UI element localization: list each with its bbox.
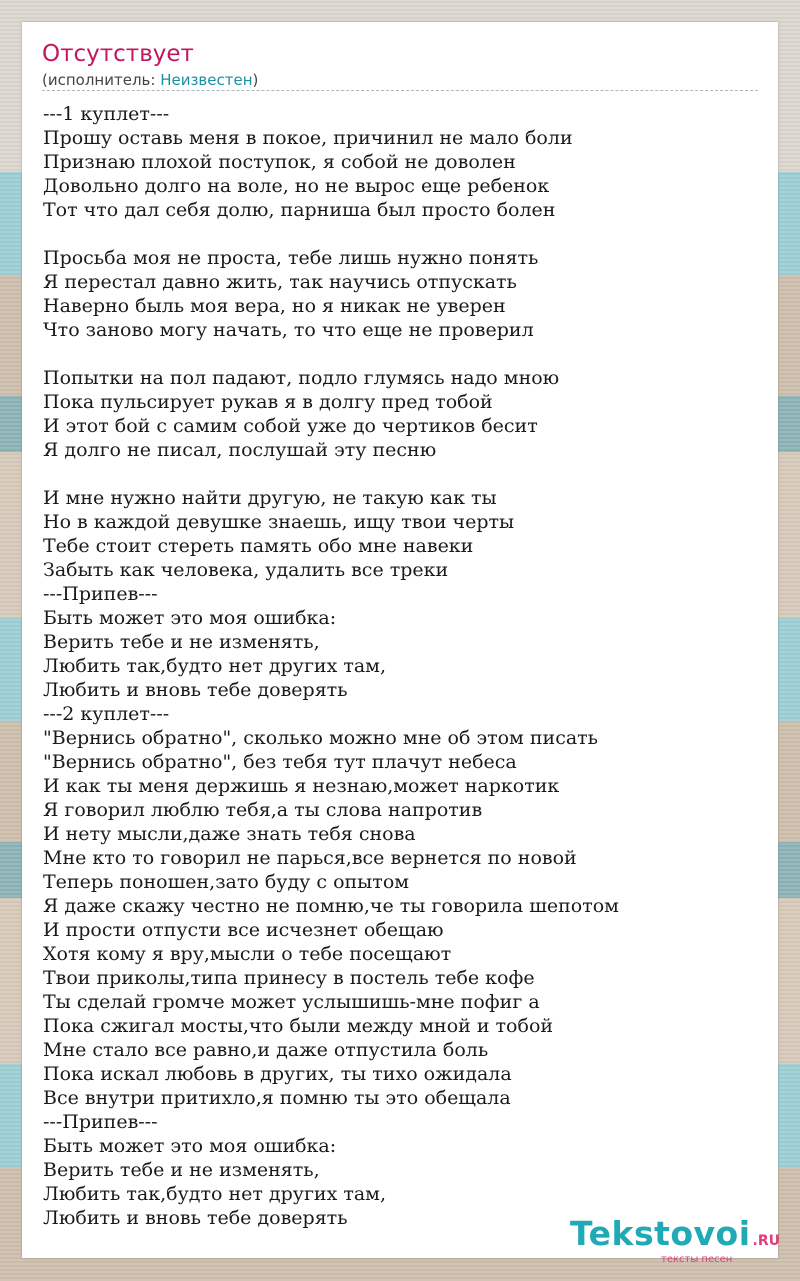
site-logo[interactable] — [570, 1214, 781, 1265]
stanza-gap — [43, 342, 619, 366]
lyric-line: Наверно быль моя вера, но я никак не уверен — [43, 295, 506, 317]
artist-prefix: (исполнитель: — [42, 71, 161, 89]
lyric-line: Пока искал любовь в других, ты тихо ожидала — [43, 1063, 512, 1085]
lyric-line: ---Припев--- — [43, 1111, 158, 1133]
lyrics-text — [43, 102, 619, 1230]
lyric-line: Прошу оставь меня в покое, причинил не мало боли — [43, 127, 573, 149]
lyric-line: Но в каждой девушке знаешь, ищу твои черты — [43, 511, 515, 533]
artist-link[interactable]: Неизвестен — [160, 71, 253, 89]
lyric-line: Тебе стоит стереть память обо мне навеки — [43, 535, 474, 557]
lyric-line: Мне кто то говорил не парься,все вернется по новой — [43, 847, 577, 869]
song-title: Отсутствует — [42, 41, 194, 67]
lyric-line: И как ты меня держишь я незнаю,может наркотик — [43, 775, 560, 797]
lyric-line: Любить так,будто нет других там, — [43, 1183, 386, 1205]
lyric-line: "Вернись обратно", сколько можно мне об этом писать — [43, 727, 599, 749]
title-divider — [42, 90, 758, 91]
lyric-line: Я даже скажу честно не помню,че ты говорила шепотом — [43, 895, 619, 917]
lyric-line: Пока пульсирует рукав я в долгу пред тобой — [43, 391, 493, 413]
logo-tagline: тексты песен — [661, 1254, 733, 1265]
lyric-line: Я перестал давно жить, так научись отпускать — [43, 271, 517, 293]
lyric-line: Любить и вновь тебе доверять — [43, 679, 348, 701]
lyric-line: Все внутри притихло,я помню ты это обещала — [43, 1087, 511, 1109]
lyric-line: ---2 куплет--- — [43, 703, 170, 725]
lyric-line: Быть может это моя ошибка: — [43, 607, 337, 629]
lyric-line: Ты сделай громче может услышишь-мне пофиг а — [43, 991, 540, 1013]
lyric-line: Любить и вновь тебе доверять — [43, 1207, 348, 1229]
lyric-line: Попытки на пол падают, подло глумясь надо мною — [43, 367, 560, 389]
stanza-gap — [43, 462, 619, 486]
lyric-line: Просьба моя не проста, тебе лишь нужно понять — [43, 247, 539, 269]
lyric-line: Я говорил люблю тебя,а ты слова напротив — [43, 799, 483, 821]
lyric-line: Теперь поношен,зато буду с опытом — [43, 871, 410, 893]
lyric-line: Тот что дал себя долю, парниша был просто болен — [43, 199, 556, 221]
lyric-line: Забыть как человека, удалить все треки — [43, 559, 449, 581]
logo-name: Tekstovoi — [570, 1214, 751, 1253]
lyrics-card — [22, 22, 781, 1265]
logo-tld: .RU — [752, 1233, 781, 1249]
lyric-line: И этот бой с самим собой уже до чертиков бесит — [43, 415, 538, 437]
lyric-line: Любить так,будто нет других там, — [43, 655, 386, 677]
lyric-line: Пока сжигал мосты,что были между мной и тобой — [43, 1015, 554, 1037]
artist-suffix: ) — [252, 71, 259, 89]
lyric-line: ---1 куплет--- — [43, 103, 170, 125]
lyric-line: И нету мысли,даже знать тебя снова — [43, 823, 416, 845]
lyric-line: Верить тебе и не изменять, — [43, 1159, 320, 1181]
stanza-gap — [43, 222, 619, 246]
lyric-line: Довольно долго на воле, но не вырос еще ребенок — [43, 175, 550, 197]
lyric-line: Признаю плохой поступок, я собой не доволен — [43, 151, 516, 173]
lyric-line: "Вернись обратно", без тебя тут плачут небеса — [43, 751, 517, 773]
lyric-line: Что заново могу начать, то что еще не проверил — [43, 319, 534, 341]
lyric-line: Верить тебе и не изменять, — [43, 631, 320, 653]
lyric-line: Твои приколы,типа принесу в постель тебе кофе — [43, 967, 535, 989]
lyric-line: И прости отпусти все исчезнет обещаю — [43, 919, 444, 941]
lyric-line: И мне нужно найти другую, не такую как ты — [43, 487, 497, 509]
lyric-line: Быть может это моя ошибка: — [43, 1135, 337, 1157]
artist-line — [42, 71, 258, 89]
lyric-line: ---Припев--- — [43, 583, 158, 605]
lyric-line: Мне стало все равно,и даже отпустила боль — [43, 1039, 489, 1061]
lyric-line: Хотя кому я вру,мысли о тебе посещают — [43, 943, 452, 965]
lyric-line: Я долго не писал, послушай эту песню — [43, 439, 437, 461]
